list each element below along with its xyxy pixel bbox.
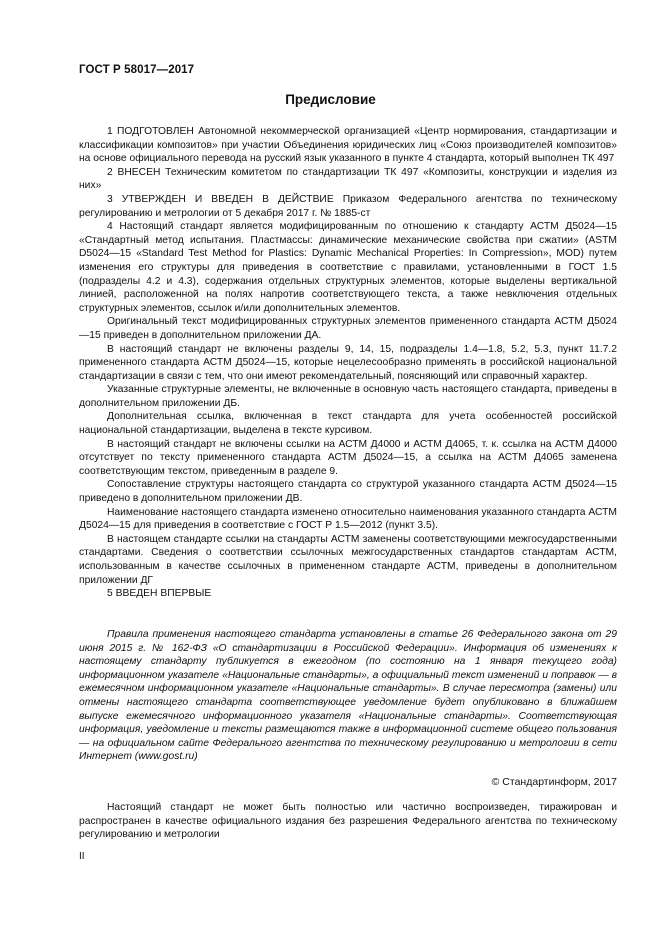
paragraph-approved: 3 УТВЕРЖДЕН И ВВЕДЕН В ДЕЙСТВИЕ Приказом Федерального агентства по техническому регулированию и метрологии от 5 декабря 2017 г. № 1885-ст	[79, 193, 617, 219]
application-rules-notice	[79, 628, 617, 764]
paragraph-original-text: Оригинальный текст модифицированных структурных элементов примененного стандарта АСТМ Д5024—15 приведен в дополнительном приложении ДА.	[79, 316, 617, 341]
paragraph-name-change: Наименование настоящего стандарта изменено относительно наименования указанного стандарта АСТМ Д5024—15 для приведения в соответствие с ГОСТ Р 1.5—2012 (пункт 3.5).	[79, 506, 617, 532]
paragraph-additional-reference: Дополнительная ссылка, включенная в текст стандарта для учета особенностей российской национальной стандартизации, выделена в тексте курсивом.	[79, 411, 617, 437]
paragraph-introduced-first: 5 ВВЕДЕН ВПЕРВЫЕ	[107, 588, 212, 600]
page-title: Предисловие	[285, 92, 376, 107]
reproduction-text: Настоящий стандарт не может быть полностью или частично воспроизведен, тиражирован и распространен в качестве официального издания без разрешения Федерального агентства по техническому регулированию и метрологии	[79, 802, 617, 841]
copyright-line: © Стандартинформ, 2017	[491, 776, 617, 788]
paragraph-modified-standard: 4 Настоящий стандарт является модифицированным по отношению к стандарту АСТМ Д5024—15 «Стандартный метод испытания. Пластмассы: динамические механические свойства при сжатии» (ASTM D5024—15 «Standard Test Method for Plastics: Dynamic Mechanical Properties: In Compression», MOD) путем изменения его структуры для приведения в соответствие с правилами, установленными в ГОСТ 1.5 (подразделы 4.2 и 4.3), содержания отдельных структурных элементов, которые выделены вертикальной линией, расположенной на полях напротив соответствующего текста, а также невключения отдельных структурных элементов, ссылок и/или дополнительных элементов.	[79, 221, 617, 314]
paragraph-replaced-references: В настоящем стандарте ссылки на стандарты АСТМ заменены соответствующими межгосударственными стандартами. Сведения о соответствии ссылочных межгосударственных стандартов стандартам АСТМ, использованным в качестве ссылочных в примененном стандарте АСТМ, приведены в дополнительном приложении ДГ	[79, 533, 617, 586]
paragraph-introduced-by: 2 ВНЕСЕН Техническим комитетом по стандартизации ТК 497 «Композиты, конструкции и изделия из них»	[79, 166, 617, 192]
notice-text: Правила применения настоящего стандарта установлены в статье 26 Федерального закона от 29 июня 2015 г. № 162-ФЗ «О стандартизации в Российской Федерации». Информация об изменениях к настоящему стандарту публикуется в ежегодном (по состоянию на 1 января текущего года) информационном указателе «Национальные стандарты», а официальный текст изменений и поправок — в ежемесячном информационном указателе «Национальные стандарты». В случае пересмотра (замены) или отмены настоящего стандарта соответствующее уведомление будет опубликовано в ближайшем выпуске ежемесячного информационного указателя «Национальные стандарты». Соответствующая информация, уведомление и тексты размещаются также в информационной системе общего пользования — на официальном сайте Федерального агентства по техническому регулированию и метрологии в сети Интернет (www.gost.ru)	[79, 629, 617, 763]
paragraph-prepared-by: 1 ПОДГОТОВЛЕН Автономной некоммерческой организацией «Центр нормирования, стандартизации и классификации композитов» при участии Объединения юридических лиц «Союз производителей композитов» на основе официального перевода на русский язык указанного в пункте 4 стандарта, который выполнен ТК 497	[79, 126, 617, 165]
paragraph-structural-elements: Указанные структурные элементы, не включенные в основную часть настоящего стандарта, приведены в дополнительном приложении ДБ.	[79, 384, 617, 409]
paragraph-excluded-references: В настоящий стандарт не включены ссылки на АСТМ Д4000 и АСТМ Д4065, т. к. ссылка на АСТМ Д4000 отсутствует по тексту примененного стандарта АСТМ Д5024—15, а ссылка на АСТМ Д4065 заменена соответствующим текстом, приведенным в разделе 9.	[79, 438, 617, 477]
page-number: II	[79, 851, 85, 862]
reproduction-notice	[79, 801, 617, 842]
foreword-body	[79, 125, 617, 601]
paragraph-excluded-sections: В настоящий стандарт не включены разделы 9, 14, 15, подразделы 1.4—1.8, 5.2, 5.3, пункт 11.7.2 примененного стандарта АСТМ Д5024—15, которые нецелесообразно применять в российской национальной стандартизации в связи с тем, что они имеют рекомендательный, поясняющий или справочный характер.	[79, 343, 617, 382]
paragraph-structure-comparison: Сопоставление структуры настоящего стандарта со структурой указанного стандарта АСТМ Д5024—15 приведено в дополнительном приложении ДВ.	[79, 479, 617, 505]
document-code-header: ГОСТ Р 58017—2017	[79, 64, 195, 76]
